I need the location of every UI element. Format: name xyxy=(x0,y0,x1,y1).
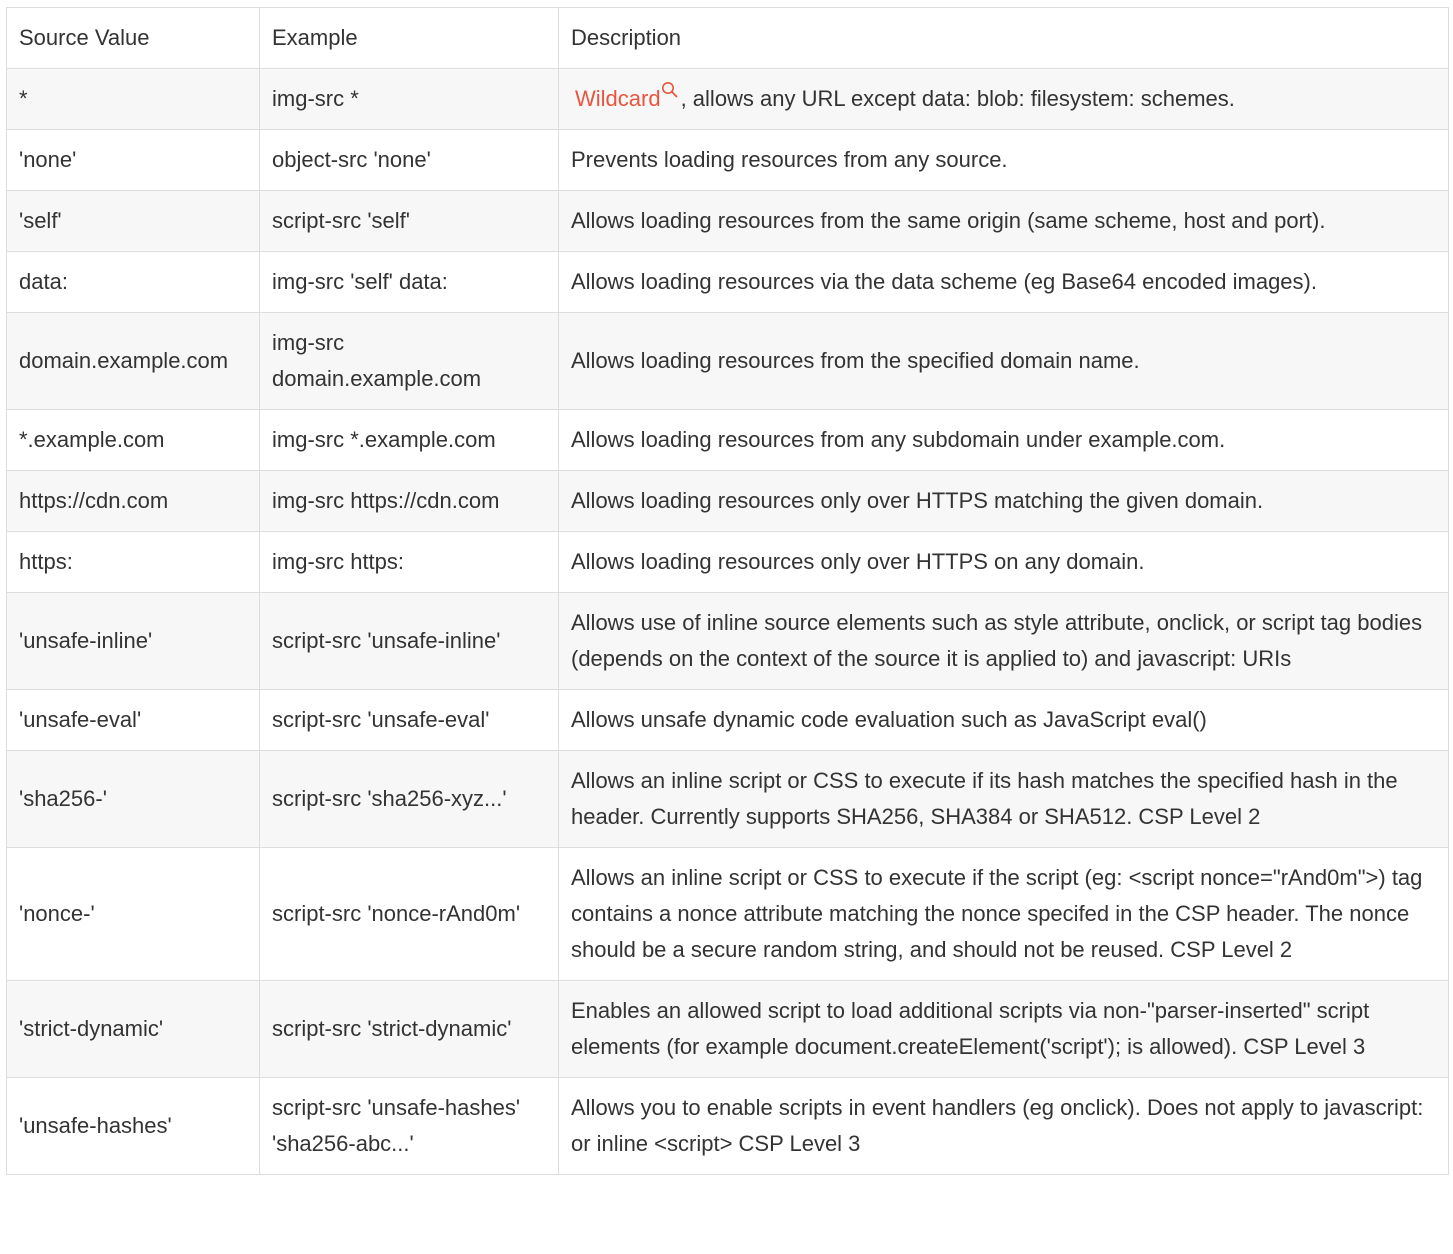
table-row xyxy=(7,252,1449,313)
description-cell: Allows an inline script or CSS to execute if its hash matches the specified hash in the header. Currently supports SHA256, SHA384 or SHA512. CSP Level 2 xyxy=(559,751,1449,848)
source-cell: https://cdn.com xyxy=(7,471,260,532)
table-body xyxy=(7,69,1449,1175)
table-row xyxy=(7,690,1449,751)
source-cell: 'nonce-' xyxy=(7,848,260,981)
description-cell xyxy=(559,69,1449,130)
source-cell: data: xyxy=(7,252,260,313)
source-cell: * xyxy=(7,69,260,130)
source-cell: https: xyxy=(7,532,260,593)
source-cell: domain.example.com xyxy=(7,313,260,410)
source-cell: 'self' xyxy=(7,191,260,252)
table-row xyxy=(7,69,1449,130)
table-row xyxy=(7,532,1449,593)
example-cell: img-src 'self' data: xyxy=(260,252,559,313)
table-row xyxy=(7,313,1449,410)
csp-source-table-container xyxy=(6,7,1448,1175)
source-cell: 'strict-dynamic' xyxy=(7,981,260,1078)
example-cell: img-src * xyxy=(260,69,559,130)
source-cell: 'unsafe-hashes' xyxy=(7,1078,260,1175)
table-row xyxy=(7,981,1449,1078)
description-cell: Allows you to enable scripts in event handlers (eg onclick). Does not apply to javascript: or inline <script> CSP Level 3 xyxy=(559,1078,1449,1175)
csp-source-table xyxy=(6,7,1449,1175)
example-cell: object-src 'none' xyxy=(260,130,559,191)
table-row xyxy=(7,848,1449,981)
example-cell: script-src 'unsafe-hashes' 'sha256-abc...' xyxy=(260,1078,559,1175)
example-cell: script-src 'unsafe-eval' xyxy=(260,690,559,751)
source-cell: 'unsafe-inline' xyxy=(7,593,260,690)
wildcard-link[interactable] xyxy=(575,86,681,111)
table-row xyxy=(7,130,1449,191)
description-cell: Allows an inline script or CSS to execute if the script (eg: <script nonce="rAnd0m">) tag contains a nonce attribute matching the nonce specifed in the CSP header. The nonce should be a secure random string, and should not be reused. CSP Level 2 xyxy=(559,848,1449,981)
table-row xyxy=(7,471,1449,532)
description-cell: Allows loading resources via the data scheme (eg Base64 encoded images). xyxy=(559,252,1449,313)
description-cell: Allows loading resources only over HTTPS on any domain. xyxy=(559,532,1449,593)
source-cell: 'unsafe-eval' xyxy=(7,690,260,751)
header-source-value: Source Value xyxy=(7,8,260,69)
example-cell: script-src 'unsafe-inline' xyxy=(260,593,559,690)
description-cell: Allows loading resources from the specified domain name. xyxy=(559,313,1449,410)
table-row xyxy=(7,751,1449,848)
table-header xyxy=(7,8,1449,69)
description-cell: Allows loading resources from the same origin (same scheme, host and port). xyxy=(559,191,1449,252)
example-cell: img-src *.example.com xyxy=(260,410,559,471)
description-cell: Enables an allowed script to load additional scripts via non-"parser-inserted" script elements (for example document.createElement('script'); is allowed). CSP Level 3 xyxy=(559,981,1449,1078)
table-row xyxy=(7,410,1449,471)
table-row xyxy=(7,1078,1449,1175)
header-example: Example xyxy=(260,8,559,69)
example-cell: script-src 'self' xyxy=(260,191,559,252)
wildcard-link-text: Wildcard xyxy=(575,86,661,111)
example-cell: script-src 'sha256-xyz...' xyxy=(260,751,559,848)
example-cell: img-src https: xyxy=(260,532,559,593)
example-cell: script-src 'strict-dynamic' xyxy=(260,981,559,1078)
description-cell: Allows loading resources from any subdomain under example.com. xyxy=(559,410,1449,471)
description-cell: Allows loading resources only over HTTPS matching the given domain. xyxy=(559,471,1449,532)
table-row xyxy=(7,191,1449,252)
source-cell: *.example.com xyxy=(7,410,260,471)
description-cell: Allows use of inline source elements such as style attribute, onclick, or script tag bodies (depends on the context of the source it is applied to) and javascript: URIs xyxy=(559,593,1449,690)
description-cell: Allows unsafe dynamic code evaluation such as JavaScript eval() xyxy=(559,690,1449,751)
search-icon xyxy=(661,81,679,99)
description-text: , allows any URL except data: blob: filesystem: schemes. xyxy=(680,86,1235,111)
example-cell: img-src domain.example.com xyxy=(260,313,559,410)
example-cell: img-src https://cdn.com xyxy=(260,471,559,532)
header-row xyxy=(7,8,1449,69)
example-cell: script-src 'nonce-rAnd0m' xyxy=(260,848,559,981)
header-description: Description xyxy=(559,8,1449,69)
description-cell: Prevents loading resources from any source. xyxy=(559,130,1449,191)
table-row xyxy=(7,593,1449,690)
source-cell: 'none' xyxy=(7,130,260,191)
source-cell: 'sha256-' xyxy=(7,751,260,848)
